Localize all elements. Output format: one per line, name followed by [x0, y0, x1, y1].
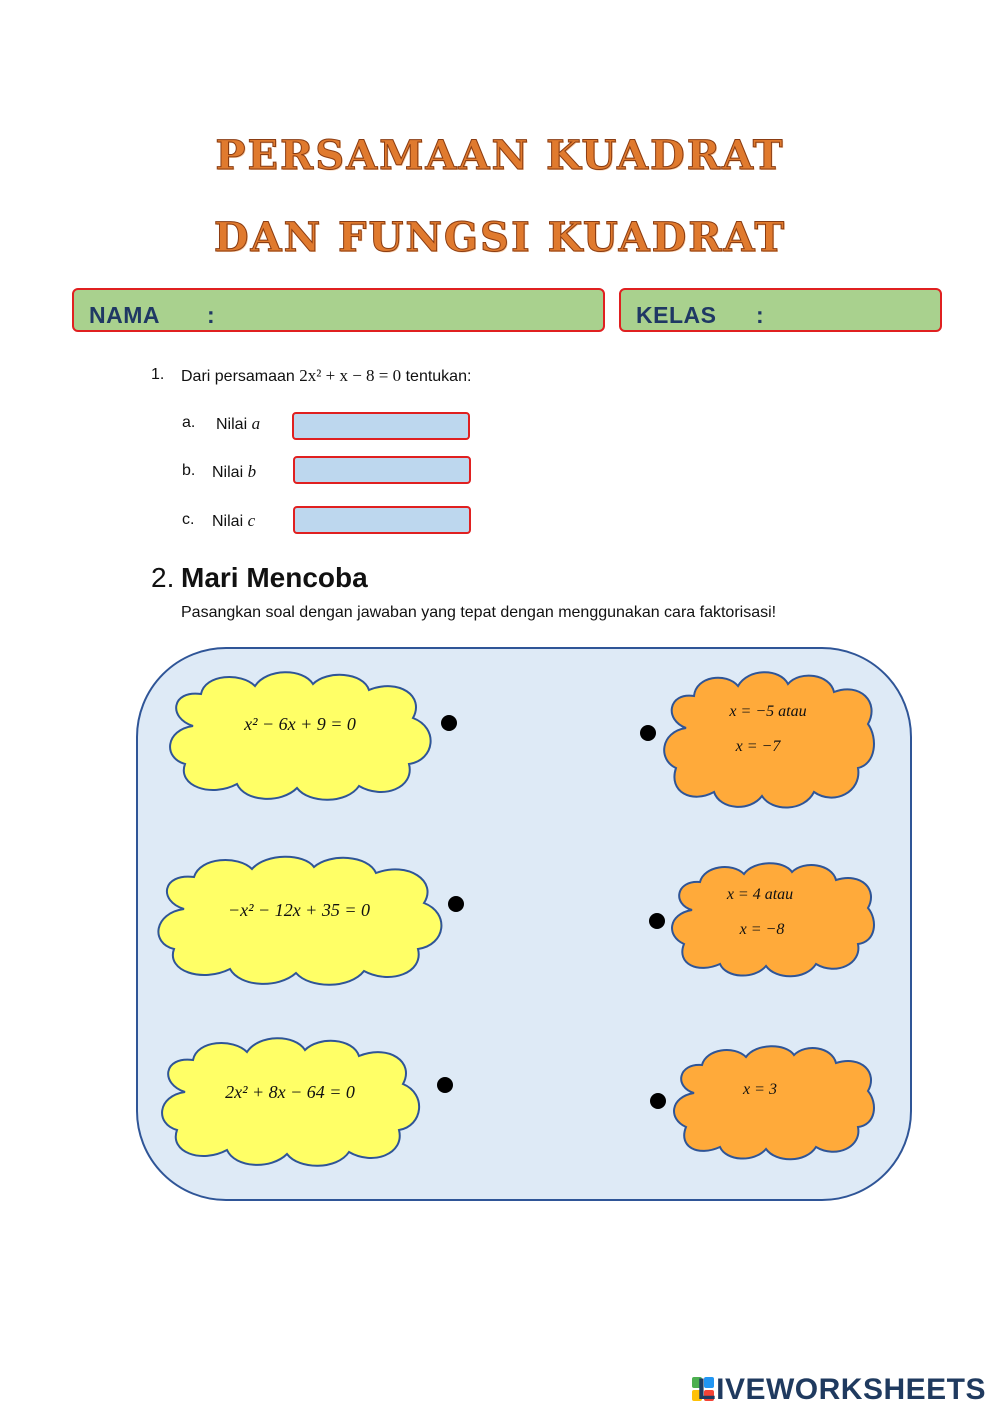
question-2-expression: −x² − 12x + 35 = 0: [228, 900, 370, 920]
item-a-label-text: Nilai: [216, 416, 248, 433]
question-3-expression: 2x² + 8x − 64 = 0: [225, 1082, 355, 1102]
item-a-var: a: [251, 414, 261, 433]
section-2-instruction: Pasangkan soal dengan jawaban yang tepat dengan menggunakan cara faktorisasi!: [181, 604, 777, 621]
answer-cloud-3[interactable]: [672, 1043, 872, 1163]
question-1-equation: 2x² + x − 8 = 0: [299, 366, 402, 385]
question-cloud-2[interactable]: [150, 853, 448, 989]
answer-b-input[interactable]: [293, 456, 471, 484]
answer-1-line-2: x = −7: [735, 738, 781, 755]
title-line-1: PERSAMAAN KUADRAT: [215, 132, 785, 179]
nama-label: NAMA: [89, 302, 160, 328]
kelas-label: KELAS: [636, 302, 717, 328]
question-1-expression: x² − 6x + 9 = 0: [244, 714, 356, 734]
answer-c-input[interactable]: [293, 506, 471, 534]
item-c-label: [212, 511, 255, 531]
item-a-letter: a.: [182, 414, 196, 431]
question-3-connector-dot[interactable]: [437, 1077, 453, 1093]
item-b-label-text: Nilai: [212, 464, 244, 481]
nama-colon: :: [207, 302, 216, 328]
kelas-colon: :: [756, 302, 765, 328]
question-2-connector-dot[interactable]: [448, 896, 464, 912]
section-2-number: 2.: [151, 562, 175, 593]
section-2-title: Mari Mencoba: [181, 562, 368, 593]
question-1-prefix: Dari persamaan: [181, 368, 295, 385]
item-b-var: b: [247, 462, 257, 481]
item-c-var: c: [247, 511, 256, 530]
answer-cloud-2[interactable]: [670, 860, 874, 980]
item-c-label-text: Nilai: [212, 513, 244, 530]
answer-2-line-2: x = −8: [739, 921, 785, 938]
answer-1-connector-dot[interactable]: [640, 725, 656, 741]
title-line-2: DAN FUNGSI KUADRAT: [213, 214, 787, 261]
answer-2-line-1: x = 4 atau: [726, 886, 794, 903]
question-1-connector-dot[interactable]: [441, 715, 457, 731]
item-b-label: [212, 462, 256, 482]
question-cloud-1[interactable]: [163, 668, 437, 804]
answer-1-line-1: x = −5 atau: [729, 703, 807, 720]
answer-a-input[interactable]: [292, 412, 470, 440]
question-1-suffix: tentukan:: [405, 368, 472, 385]
question-1-number: 1.: [151, 366, 165, 383]
item-b-letter: b.: [182, 462, 196, 479]
item-c-letter: c.: [182, 511, 195, 528]
item-a-label: [216, 414, 260, 434]
question-1-text: [181, 366, 471, 386]
liveworksheets-brand: LIVEWORKSHEETS: [697, 1373, 986, 1406]
answer-3-line-1: x = 3: [743, 1081, 777, 1098]
